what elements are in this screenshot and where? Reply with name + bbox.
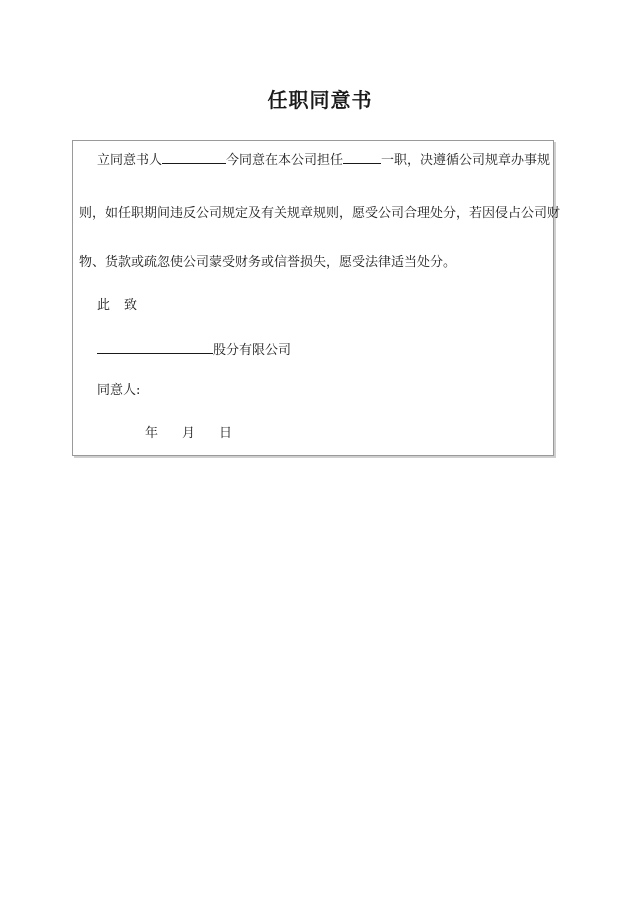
date-line xyxy=(145,425,232,443)
paragraph-1 xyxy=(97,150,550,170)
signer-label: 同意人: xyxy=(97,383,141,398)
company-suffix: 股分有限公司 xyxy=(213,343,292,358)
para1-suffix: 一职，决遵循公司规章办事规 xyxy=(381,153,551,168)
date-month: 月 xyxy=(182,426,196,441)
position-blank[interactable] xyxy=(343,150,381,164)
para1-middle: 今同意在本公司担任 xyxy=(226,153,344,168)
paragraph-3: 物、货款或疏忽使公司蒙受财务或信誉损失，愿受法律适当处分。 xyxy=(79,255,457,270)
name-blank[interactable] xyxy=(162,150,226,164)
company-line xyxy=(97,340,291,360)
closing-text: 此致 xyxy=(97,298,152,313)
company-name-blank[interactable] xyxy=(97,340,213,354)
para1-prefix: 立同意书人 xyxy=(97,153,163,168)
page-title: 任职同意书 xyxy=(267,88,373,112)
paragraph-2: 则，如任职期间违反公司规定及有关规章规则，愿受公司合理处分，若因侵占公司财 xyxy=(79,206,561,221)
date-year: 年 xyxy=(145,426,159,441)
date-day: 日 xyxy=(219,426,233,441)
